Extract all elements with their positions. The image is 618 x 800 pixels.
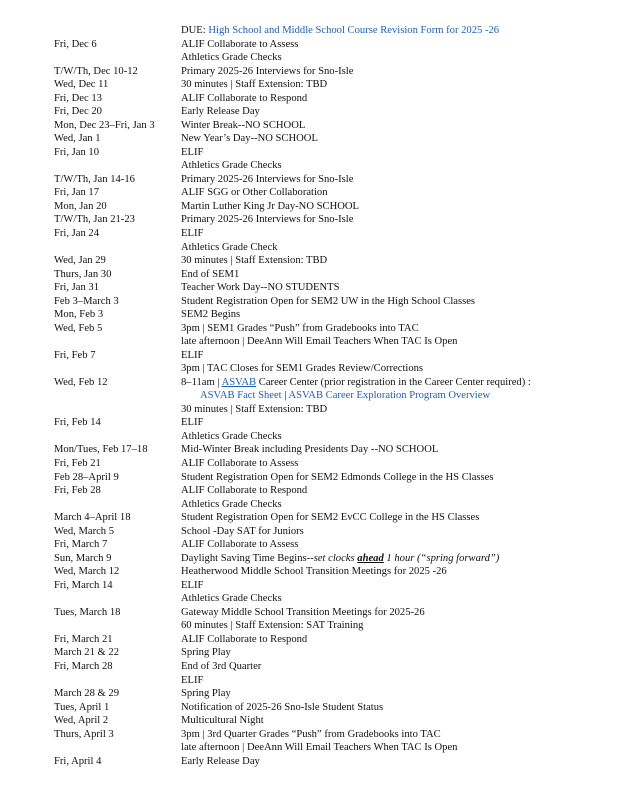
event-date: Feb 28–April 9 bbox=[54, 471, 119, 483]
calendar-row bbox=[0, 525, 618, 539]
calendar-row bbox=[0, 471, 618, 485]
calendar-row bbox=[0, 443, 618, 457]
calendar-row bbox=[0, 660, 618, 674]
event-description bbox=[181, 538, 298, 552]
calendar-row bbox=[0, 295, 618, 309]
event-text: late afternoon | DeeAnn Will Email Teachers When TAC Is Open bbox=[181, 742, 458, 754]
event-text: Daylight Saving Time Begins-- bbox=[181, 552, 314, 564]
event-description bbox=[181, 674, 203, 688]
event-description bbox=[181, 619, 363, 633]
event-date: Fri, March 14 bbox=[54, 579, 113, 591]
event-text: late afternoon | DeeAnn Will Email Teachers When TAC Is Open bbox=[181, 336, 458, 348]
event-text: Gateway Middle School Transition Meetings for 2025-26 bbox=[181, 606, 425, 618]
calendar-row bbox=[0, 65, 618, 79]
calendar-row bbox=[0, 633, 618, 647]
event-description bbox=[181, 362, 423, 376]
event-description bbox=[181, 119, 305, 133]
calendar-row bbox=[0, 308, 618, 322]
event-text: Athletics Grade Check bbox=[181, 241, 278, 253]
event-description bbox=[181, 281, 340, 295]
event-description bbox=[181, 186, 328, 200]
event-description bbox=[181, 51, 282, 65]
event-date: Fri, Feb 7 bbox=[54, 349, 96, 361]
event-text: Career Center (prior registration in the Career Center required) : bbox=[256, 376, 531, 388]
event-date: T/W/Th, Jan 21-23 bbox=[54, 214, 135, 226]
event-text: Athletics Grade Checks bbox=[181, 593, 282, 605]
event-description bbox=[181, 403, 327, 417]
event-date: Mon, Jan 20 bbox=[54, 200, 107, 212]
event-text: Early Release Day bbox=[181, 755, 260, 767]
event-text: 60 minutes | Staff Extension: SAT Training bbox=[181, 620, 364, 632]
calendar-row bbox=[0, 200, 618, 214]
event-date: Tues, March 18 bbox=[54, 606, 121, 618]
event-text: ahead bbox=[357, 552, 384, 564]
calendar-row bbox=[0, 213, 618, 227]
calendar-row bbox=[0, 227, 618, 241]
event-description bbox=[181, 335, 457, 349]
event-text: Multicultural Night bbox=[181, 715, 264, 727]
event-text: ALIF Collaborate to Respond bbox=[181, 485, 308, 497]
calendar-row bbox=[0, 646, 618, 660]
event-text: New Year’s Day--NO SCHOOL bbox=[181, 133, 318, 145]
event-text: Spring Play bbox=[181, 647, 231, 659]
calendar-row bbox=[0, 416, 618, 430]
event-text: Athletics Grade Checks bbox=[181, 52, 282, 64]
calendar-row bbox=[0, 674, 618, 688]
calendar-row bbox=[0, 376, 618, 390]
event-description bbox=[181, 471, 494, 485]
event-date: Fri, Jan 10 bbox=[54, 146, 100, 158]
event-description bbox=[200, 389, 490, 403]
event-text: 3pm | SEM1 Grades “Push” from Gradebooks into TAC bbox=[181, 322, 419, 334]
event-date: Wed, April 2 bbox=[54, 715, 109, 727]
event-text: Student Registration Open for SEM2 Edmonds College in the HS Classes bbox=[181, 471, 494, 483]
calendar-row bbox=[0, 457, 618, 471]
event-description bbox=[181, 308, 240, 322]
event-date: T/W/Th, Jan 14-16 bbox=[54, 173, 135, 185]
event-text: 1 hour (“spring forward”) bbox=[383, 552, 500, 564]
event-description bbox=[181, 105, 260, 119]
event-text: ELIF bbox=[181, 146, 204, 158]
event-text: Primary 2025-26 Interviews for Sno-Isle bbox=[181, 214, 354, 226]
event-text: ELIF bbox=[181, 349, 204, 361]
event-text: Primary 2025-26 Interviews for Sno-Isle bbox=[181, 65, 354, 77]
calendar-row bbox=[0, 389, 618, 403]
event-text: Athletics Grade Checks bbox=[181, 498, 282, 510]
calendar-row bbox=[0, 687, 618, 701]
event-description bbox=[181, 38, 298, 52]
event-text: | bbox=[281, 390, 289, 402]
calendar-row bbox=[0, 78, 618, 92]
event-description bbox=[181, 606, 425, 620]
event-date: Fri, Feb 14 bbox=[54, 417, 101, 429]
event-text: 3pm | 3rd Quarter Grades “Push” from Gradebooks into TAC bbox=[181, 728, 441, 740]
event-text: Winter Break--NO SCHOOL bbox=[181, 119, 306, 131]
event-date: Fri, Jan 31 bbox=[54, 282, 100, 294]
calendar-row bbox=[0, 592, 618, 606]
event-description bbox=[181, 646, 231, 660]
event-description bbox=[181, 146, 203, 160]
event-date: Mon, Feb 3 bbox=[54, 309, 104, 321]
event-date: Mon, Dec 23–Fri, Jan 3 bbox=[54, 119, 155, 131]
event-description bbox=[181, 416, 203, 430]
calendar-row bbox=[0, 335, 618, 349]
event-text: 3pm | TAC Closes for SEM1 Grades Review/Corrections bbox=[181, 363, 424, 375]
event-description bbox=[181, 728, 441, 742]
event-description bbox=[181, 78, 327, 92]
event-text: 30 minutes | Staff Extension: TBD bbox=[181, 255, 328, 267]
event-description bbox=[181, 241, 278, 255]
event-text: Mid-Winter Break including Presidents Day --NO SCHOOL bbox=[181, 444, 439, 456]
event-text: ALIF Collaborate to Assess bbox=[181, 458, 299, 469]
calendar-row bbox=[0, 403, 618, 417]
event-date: Fri, Feb 21 bbox=[54, 458, 101, 469]
event-description bbox=[181, 92, 307, 106]
event-description bbox=[181, 173, 353, 187]
event-description bbox=[181, 552, 499, 566]
event-text: SEM2 Begins bbox=[181, 309, 241, 321]
event-text: Athletics Grade Checks bbox=[181, 430, 282, 442]
event-date: T/W/Th, Dec 10-12 bbox=[54, 65, 138, 77]
event-text: ELIF bbox=[181, 674, 204, 686]
calendar-row bbox=[0, 51, 618, 65]
event-date: Wed, Jan 29 bbox=[54, 255, 106, 267]
event-description bbox=[181, 65, 353, 79]
event-date: Fri, March 28 bbox=[54, 660, 113, 672]
event-text: Student Registration Open for SEM2 UW in the High School Classes bbox=[181, 295, 476, 307]
calendar-row bbox=[0, 498, 618, 512]
event-date: Wed, Dec 11 bbox=[54, 79, 109, 91]
document-link[interactable]: ASVAB Career Exploration Program Overview bbox=[288, 390, 491, 402]
document-link[interactable]: High School and Middle School Course Revision Form for 2025 -26 bbox=[208, 25, 500, 36]
calendar-row bbox=[0, 146, 618, 160]
event-text: DUE: bbox=[181, 25, 209, 36]
event-date: Tues, April 1 bbox=[54, 701, 110, 713]
calendar-row bbox=[0, 728, 618, 742]
event-description bbox=[181, 268, 239, 282]
event-date: Fri, March 21 bbox=[54, 633, 113, 645]
event-date: Wed, March 12 bbox=[54, 566, 120, 578]
event-date: Wed, Jan 1 bbox=[54, 133, 101, 145]
calendar-row bbox=[0, 362, 618, 376]
event-date: Fri, Jan 17 bbox=[54, 187, 100, 199]
event-date: Sun, March 9 bbox=[54, 552, 112, 564]
calendar-row bbox=[0, 484, 618, 498]
event-text: End of SEM1 bbox=[181, 268, 240, 280]
event-date: Feb 3–March 3 bbox=[54, 295, 119, 307]
event-description bbox=[181, 295, 475, 309]
event-text: ALIF Collaborate to Respond bbox=[181, 633, 308, 645]
calendar-row bbox=[0, 132, 618, 146]
event-text: 30 minutes | Staff Extension: TBD bbox=[181, 403, 328, 415]
event-date: Fri, Jan 24 bbox=[54, 227, 100, 239]
calendar-row bbox=[0, 173, 618, 187]
event-description bbox=[181, 213, 353, 227]
calendar-row bbox=[0, 538, 618, 552]
event-date: Thurs, Jan 30 bbox=[54, 268, 112, 280]
event-description bbox=[181, 484, 307, 498]
event-text: School -Day SAT for Juniors bbox=[181, 525, 304, 537]
event-text: 8–11am | bbox=[181, 376, 222, 388]
event-description bbox=[181, 525, 304, 539]
event-description bbox=[181, 322, 419, 336]
calendar-row bbox=[0, 38, 618, 52]
event-date: March 21 & 22 bbox=[54, 647, 120, 659]
event-description bbox=[181, 741, 457, 755]
event-date: Fri, April 4 bbox=[54, 755, 102, 767]
calendar-row bbox=[0, 701, 618, 715]
event-description bbox=[181, 24, 499, 38]
event-description bbox=[181, 254, 327, 268]
event-description bbox=[181, 443, 438, 457]
calendar-document bbox=[0, 24, 618, 768]
event-text: Martin Luther King Jr Day-NO SCHOOL bbox=[181, 200, 360, 212]
calendar-row bbox=[0, 565, 618, 579]
calendar-row bbox=[0, 755, 618, 769]
event-description bbox=[181, 714, 264, 728]
event-description bbox=[181, 498, 282, 512]
event-text: Primary 2025-26 Interviews for Sno-Isle bbox=[181, 173, 354, 185]
calendar-row bbox=[0, 268, 618, 282]
calendar-row bbox=[0, 579, 618, 593]
event-text: Student Registration Open for SEM2 EvCC College in the HS Classes bbox=[181, 512, 480, 524]
calendar-row bbox=[0, 241, 618, 255]
event-date: Fri, Dec 6 bbox=[54, 38, 97, 50]
event-description bbox=[181, 457, 298, 471]
event-description bbox=[181, 701, 383, 715]
calendar-row bbox=[0, 24, 618, 38]
event-date: Mon/Tues, Feb 17–18 bbox=[54, 444, 148, 456]
event-description bbox=[181, 227, 203, 241]
event-description bbox=[181, 376, 531, 390]
event-text: ALIF Collaborate to Assess bbox=[181, 539, 299, 551]
calendar-row bbox=[0, 159, 618, 173]
event-description bbox=[181, 755, 260, 769]
calendar-row bbox=[0, 322, 618, 336]
event-date: Wed, Feb 12 bbox=[54, 376, 108, 388]
event-description bbox=[181, 159, 282, 173]
calendar-row bbox=[0, 281, 618, 295]
event-text: ALIF Collaborate to Respond bbox=[181, 92, 308, 104]
document-link[interactable]: ASVAB bbox=[221, 376, 257, 388]
event-date: Fri, Dec 13 bbox=[54, 92, 102, 104]
event-date: Thurs, April 3 bbox=[54, 728, 114, 740]
event-description bbox=[181, 633, 307, 647]
event-text: Teacher Work Day--NO STUDENTS bbox=[181, 282, 340, 294]
event-description bbox=[181, 511, 479, 525]
calendar-row bbox=[0, 105, 618, 119]
event-date: Fri, Feb 28 bbox=[54, 485, 101, 497]
event-text: ALIF Collaborate to Assess bbox=[181, 38, 299, 50]
calendar-row bbox=[0, 254, 618, 268]
event-description bbox=[181, 579, 203, 593]
event-description bbox=[181, 132, 318, 146]
event-description bbox=[181, 687, 231, 701]
event-text: ELIF bbox=[181, 579, 204, 591]
calendar-row bbox=[0, 92, 618, 106]
event-text: End of 3rd Quarter bbox=[181, 660, 262, 672]
calendar-row bbox=[0, 619, 618, 633]
calendar-row bbox=[0, 606, 618, 620]
event-date: March 4–April 18 bbox=[54, 512, 131, 524]
event-description bbox=[181, 430, 282, 444]
calendar-row bbox=[0, 430, 618, 444]
calendar-row bbox=[0, 119, 618, 133]
event-date: Fri, March 7 bbox=[54, 539, 108, 551]
calendar-row bbox=[0, 186, 618, 200]
document-link[interactable]: ASVAB Fact Sheet bbox=[200, 390, 282, 402]
calendar-row bbox=[0, 552, 618, 566]
event-text: 30 minutes | Staff Extension: TBD bbox=[181, 79, 328, 91]
event-date: Wed, Feb 5 bbox=[54, 322, 103, 334]
calendar-row bbox=[0, 511, 618, 525]
calendar-row bbox=[0, 741, 618, 755]
event-description bbox=[181, 592, 282, 606]
event-description bbox=[181, 200, 359, 214]
event-date: March 28 & 29 bbox=[54, 688, 120, 700]
event-date: Wed, March 5 bbox=[54, 525, 115, 537]
event-text: set clocks bbox=[313, 552, 358, 564]
event-text: ELIF bbox=[181, 227, 204, 239]
event-text: Athletics Grade Checks bbox=[181, 160, 282, 172]
calendar-row bbox=[0, 714, 618, 728]
event-description bbox=[181, 565, 447, 579]
event-description bbox=[181, 349, 203, 363]
event-text: Spring Play bbox=[181, 688, 231, 700]
event-date: Fri, Dec 20 bbox=[54, 106, 102, 118]
event-text: Early Release Day bbox=[181, 106, 260, 118]
event-description bbox=[181, 660, 261, 674]
event-text: ELIF bbox=[181, 417, 204, 429]
calendar-row bbox=[0, 349, 618, 363]
event-text: Notification of 2025-26 Sno-Isle Student Status bbox=[181, 701, 384, 713]
event-text: Heatherwood Middle School Transition Meetings for 2025 -26 bbox=[181, 566, 447, 578]
event-text: ALIF SGG or Other Collaboration bbox=[181, 187, 328, 199]
